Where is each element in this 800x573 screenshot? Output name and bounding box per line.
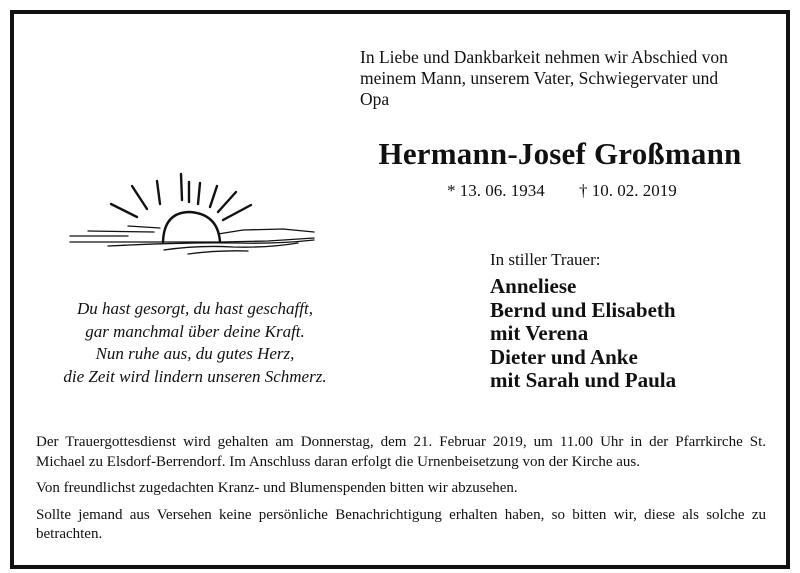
details-paragraph: Der Trauergottesdienst wird gehalten am Donnerstag, dem 21. Februar 2019, um 11.00 Uhr in der Pfarrkirche St. Michael zu Elsdorf-Berrendorf. Im Anschluss daran erfolgt die Urnenbeisetzung von der Kirche aus. xyxy=(36,434,766,470)
birth-date: * 13. 06. 1934 xyxy=(447,181,545,200)
mourner-name: Bernd und Elisabeth xyxy=(490,297,676,322)
details-paragraph: Sollte jemand aus Versehen keine persönliche Benachrichtigung erhalten haben, so bitten wir, diese als solche zu betrachten. xyxy=(36,506,766,542)
mourner-name: mit Verena xyxy=(490,321,589,345)
life-dates xyxy=(447,181,677,201)
mourning-label: In stiller Trauer: xyxy=(490,250,601,269)
poem-line: die Zeit wird lindern unseren Schmerz. xyxy=(63,366,327,386)
service-details xyxy=(36,433,766,552)
poem-line: Nun ruhe aus, du gutes Herz, xyxy=(95,344,295,363)
intro-line: Opa xyxy=(360,89,390,109)
mourners-list xyxy=(490,275,676,393)
setting-sun-icon xyxy=(68,150,318,260)
mourner-name: Anneliese xyxy=(490,274,577,298)
memorial-poem xyxy=(30,298,360,388)
intro-line: meinem Mann, unserem Vater, Schwiegervater und xyxy=(360,68,719,88)
poem-line: Du hast gesorgt, du hast geschafft, xyxy=(77,299,313,318)
mourner-name: Dieter und Anke xyxy=(490,344,638,369)
intro-text xyxy=(360,47,764,110)
deceased-name: Hermann-Josef Großmann xyxy=(378,136,742,171)
intro-line: In Liebe und Dankbarkeit nehmen wir Abschied von xyxy=(360,47,728,67)
death-date: † 10. 02. 2019 xyxy=(579,181,677,200)
poem-line: gar manchmal über deine Kraft. xyxy=(85,321,305,341)
details-paragraph: Von freundlichst zugedachten Kranz- und Blumenspenden bitten wir abzusehen. xyxy=(36,480,518,496)
mourner-name: mit Sarah und Paula xyxy=(490,368,677,392)
